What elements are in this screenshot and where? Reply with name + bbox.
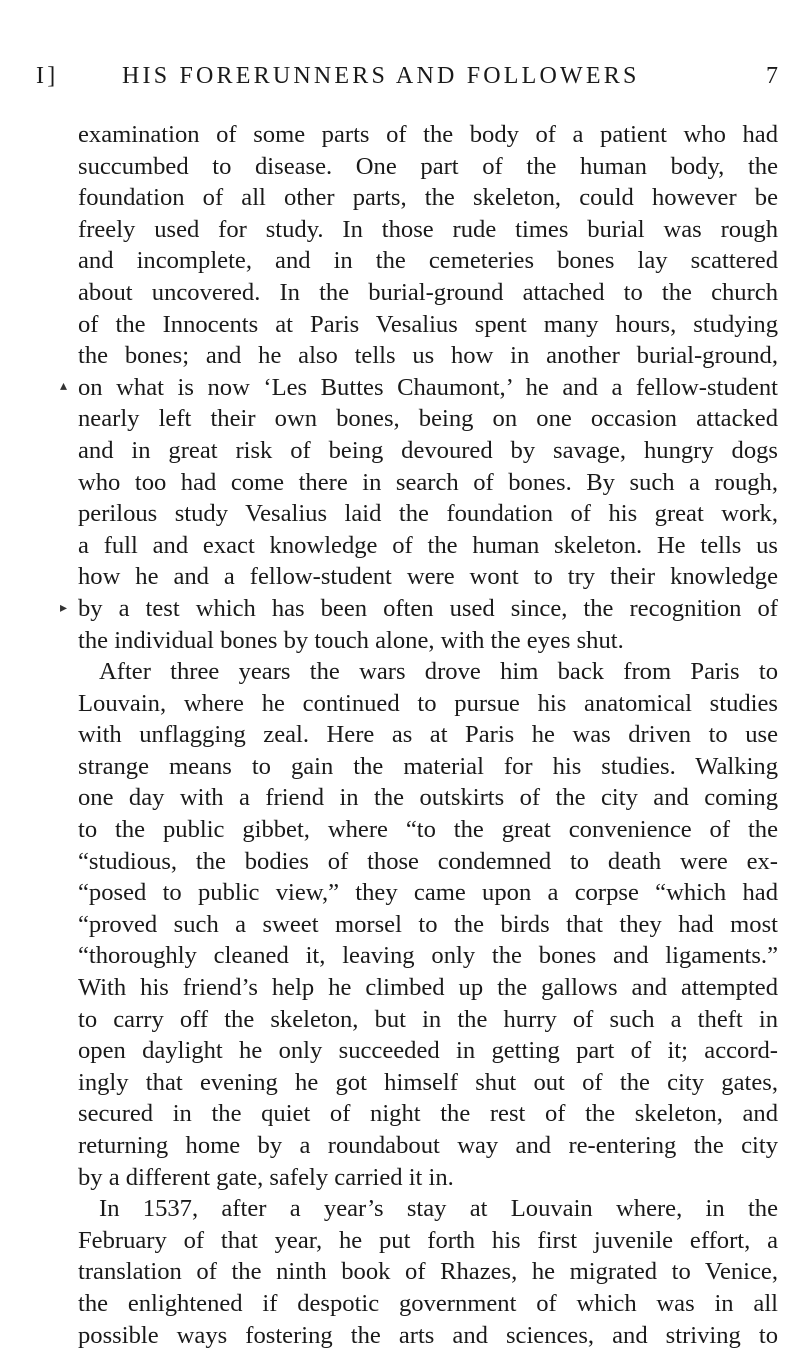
text-line: “studious, the bodies of those condemned to death were ex- (78, 847, 778, 875)
text-line: translation of the ninth book of Rhazes, he migrated to Venice, (78, 1258, 778, 1286)
margin-mark-icon: ▴ (60, 379, 68, 394)
text-line: who too had come there in search of bones. By such a rough, (78, 468, 778, 496)
text-line: returning home by a roundabout way and re-entering the city (78, 1132, 778, 1159)
text-line: how he and a fellow-student were wont to try their knowledge (78, 563, 778, 591)
text-line: With his friend’s help he climbed up the gallows and attempted (78, 974, 778, 1002)
text-line: In 1537, after a year’s stay at Louvain where, in the (99, 1195, 778, 1223)
text-line: examination of some parts of the body of a patient who had (78, 121, 778, 148)
text-line: to carry off the skeleton, but in the hurry of such a theft in (78, 1005, 778, 1033)
page-number: 7 (766, 63, 778, 89)
text-line: “proved such a sweet morsel to the birds that they had most (78, 910, 778, 938)
text-line: on what is now ‘Les Buttes Chaumont,’ he and a fellow-student (78, 373, 778, 401)
text-line: perilous study Vesalius laid the foundation of his great work, (78, 500, 778, 528)
text-line: possible ways fostering the arts and sciences, and striving to (78, 1321, 778, 1349)
section-number: I] (36, 63, 59, 89)
text-line: February of that year, he put forth his first juvenile effort, a (78, 1226, 778, 1254)
text-line: “thoroughly cleaned it, leaving only the bones and ligaments.” (78, 942, 778, 970)
text-line: and in great risk of being devoured by savage, hungry dogs (78, 436, 778, 464)
text-line: secured in the quiet of night the rest of the skeleton, and (78, 1100, 778, 1128)
text-line: one day with a friend in the outskirts of the city and coming (78, 784, 778, 812)
text-line: the enlightened if despotic government of which was in all (78, 1289, 778, 1317)
text-line: a full and exact knowledge of the human skeleton. He tells us (78, 531, 778, 559)
text-line: ingly that evening he got himself shut out of the city gates, (78, 1068, 778, 1096)
text-line: about uncovered. In the burial-ground attached to the church (78, 278, 778, 306)
text-line: nearly left their own bones, being on one occasion attacked (78, 405, 778, 433)
text-line: the bones; and he also tells us how in another burial-ground, (78, 342, 778, 370)
text-line: “posed to public view,” they came upon a corpse “which had (78, 879, 778, 907)
text-line: the individual bones by touch alone, with the eyes shut. (78, 626, 624, 654)
text-line: by a test which has been often used since, the recognition of (78, 594, 778, 622)
running-header (36, 63, 778, 99)
text-line: freely used for study. In those rude times burial was rough (78, 215, 778, 243)
margin-mark-icon: ▸ (60, 601, 68, 616)
text-line: strange means to gain the material for his studies. Walking (78, 752, 778, 780)
text-line: by a different gate, safely carried it in. (78, 1163, 454, 1191)
text-line: Louvain, where he continued to pursue his anatomical studies (78, 689, 778, 717)
text-line: open daylight he only succeeded in getting part of it; accord- (78, 1037, 778, 1065)
text-line: and incomplete, and in the cemeteries bones lay scattered (78, 247, 778, 275)
text-line: After three years the wars drove him back from Paris to (99, 658, 778, 686)
text-line: with unflagging zeal. Here as at Paris he was driven to use (78, 721, 778, 749)
text-line: succumbed to disease. One part of the human body, the (78, 152, 778, 180)
text-line: of the Innocents at Paris Vesalius spent many hours, studying (78, 310, 778, 338)
body-text (78, 119, 778, 1351)
text-line: foundation of all other parts, the skeleton, could however be (78, 184, 778, 212)
running-title: HIS FORERUNNERS AND FOLLOWERS (122, 63, 640, 89)
text-line: to the public gibbet, where “to the great convenience of the (78, 816, 778, 844)
